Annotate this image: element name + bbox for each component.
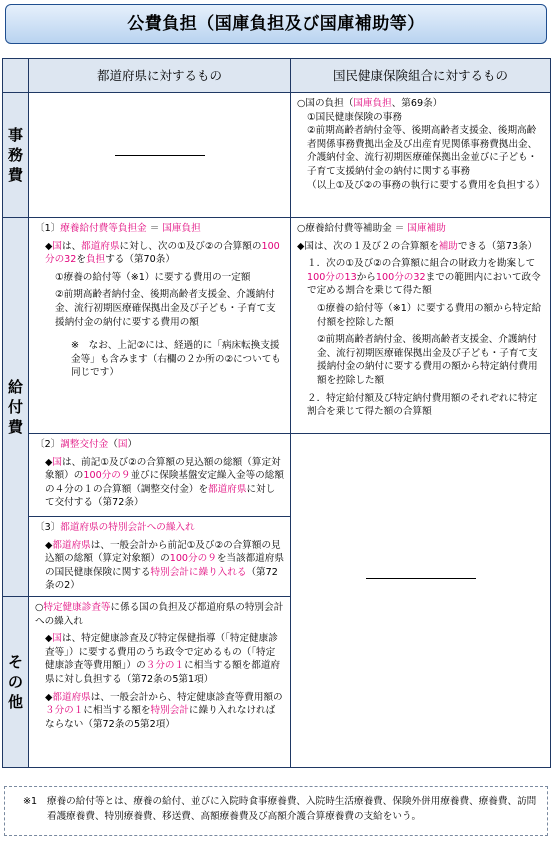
- sonota-paragraph1: ◆国は、特定健康診査及び特定保健指導（「特定健康診査等」）に要する費用のうち政令で定めるもの（「特定健康診査等費用額」）の３分の１に相当する額を都道府県に対し負担する（第72条の5第1項）: [45, 633, 281, 686]
- kyufu-pref-section2: [29, 433, 290, 516]
- section1-note: ※ なお、上記②には、経過的に「病床転換支援金等」も含みます（右欄の２か所の②についても同じです）: [71, 340, 281, 379]
- header-union: 国民健康保険組合に対するもの: [291, 59, 551, 93]
- section2-heading: 〔2〕調整交付金（国）: [35, 439, 138, 450]
- kyufu-union-cell: [291, 218, 551, 768]
- jimu-union-head: ○国の負担（国庫負担、第69条）: [297, 98, 443, 109]
- section1-heading: 〔1〕療養給付費等負担金 ＝ 国庫負担: [35, 223, 201, 234]
- row-label-sonota: その他: [3, 597, 29, 768]
- not-applicable-line: [115, 155, 205, 156]
- union-subsidy-paragraph: ◆国は、次の１及び２の合算額を補助できる（第73条）: [297, 240, 538, 252]
- section2-paragraph: ◆国は、前記①及び②の合算額の見込額の総額（算定対象額）の100分の９並びに保険基盤安定繰入金等の総額の４分の１の合算額（調整交付金）を都道府県に対して交付する（第72条）: [45, 456, 284, 509]
- jimu-union-cell: [291, 93, 551, 218]
- header-prefecture: 都道府県に対するもの: [29, 59, 291, 93]
- union-subsidy-heading: ○療養給付費等補助金 ＝ 国庫補助: [297, 223, 446, 234]
- section3-heading: 〔3〕都道府県の特別会計への繰入れ: [35, 522, 195, 533]
- section1-paragraph: ◆国は、都道府県に対し、次の①及び②の合算額の100分の32を負担する（第70条）: [45, 240, 280, 266]
- sonota-prefecture-cell: [29, 597, 291, 768]
- section1-item1: ①療養の給付等（※1）に要する費用の一定額: [55, 271, 251, 283]
- jimu-union-item1: ①国民健康保険の事務: [307, 111, 402, 123]
- union-sub2: ②前期高齢者納付金、後期高齢者支援金、介護納付金、流行初期医療確保拠出金及び子ども・子育て支援納付金の納付に要する費用の額から特定納付費用額を控除した額: [317, 334, 538, 387]
- section3-paragraph: ◆都道府県は、一般会計から前記①及び②の合算額の見込額の総額（算定対象額）の100分の９を当該都道府県の国民健康保険に関する特別会計に繰り入れる（第72条の2）: [45, 539, 284, 592]
- union-item2: ２．特定給付額及び特定納付費用額のそれぞれに特定割合を乗じて得た額の合算額: [307, 392, 538, 418]
- union-empty-area: [291, 433, 550, 603]
- page-title: 公費負担（国庫負担及び国庫補助等）: [127, 13, 425, 34]
- title-bar: [5, 4, 547, 44]
- sonota-paragraph2: ◆都道府県は、一般会計から、特定健康診査等費用額の３分の１に相当する額を特別会計に繰り入れなければならない（第72条の5第2項）: [45, 691, 283, 730]
- jimu-prefecture-cell: [29, 93, 291, 218]
- corner-cell: [3, 59, 29, 93]
- public-expense-table: [2, 58, 551, 768]
- row-label-jimu: 事務費: [3, 93, 29, 218]
- sonota-heading: ○特定健康診査等に係る国の負担及び都道府県の特別会計への繰入れ: [35, 602, 284, 627]
- kyufu-union-section: [291, 218, 550, 433]
- kyufu-pref-section1: [29, 218, 290, 433]
- jimu-union-note: （以上①及び②の事務の執行に要する費用を負担する）: [307, 179, 545, 191]
- row-label-kyufu: 給付費: [3, 218, 29, 597]
- footnote-box: [4, 786, 548, 836]
- section1-item2: ②前期高齢者納付金、後期高齢者支援金、介護納付金、流行初期医療確保拠出金及び子ども・子育て支援納付金の納付に要する費用の額: [55, 289, 276, 328]
- union-sub1: ①療養の給付等（※1）に要する費用の額から特定給付額を控除した額: [317, 303, 542, 328]
- footnote-number: ※1: [23, 796, 38, 807]
- not-applicable-line: [366, 578, 476, 579]
- footnote-text: 療養の給付等とは、療養の給付、並びに入院時食事療養費、入院時生活療養費、保険外併用療養費、療養費、訪問看護療養費、特別療養費、移送費、高額療養費及び高額介護合算療養費の支給をいう。: [47, 796, 537, 822]
- jimu-union-item2: ②前期高齢者納付金等、後期高齢者支援金、後期高齢者関係事務費拠出金及び出産育児関係事務費拠出金、介護納付金、流行初期医療確保拠出金並びに子ども・子育て支援納付金の納付に関する事務: [307, 125, 538, 178]
- kyufu-pref-section3: [29, 516, 290, 596]
- union-item1: １．次の①及び②の合算額に組合の財政力を勘案して100分の13から100分の32までの範囲内において政令で定める割合を乗じて得た額: [307, 258, 541, 297]
- kyufu-prefecture-cell: [29, 218, 291, 597]
